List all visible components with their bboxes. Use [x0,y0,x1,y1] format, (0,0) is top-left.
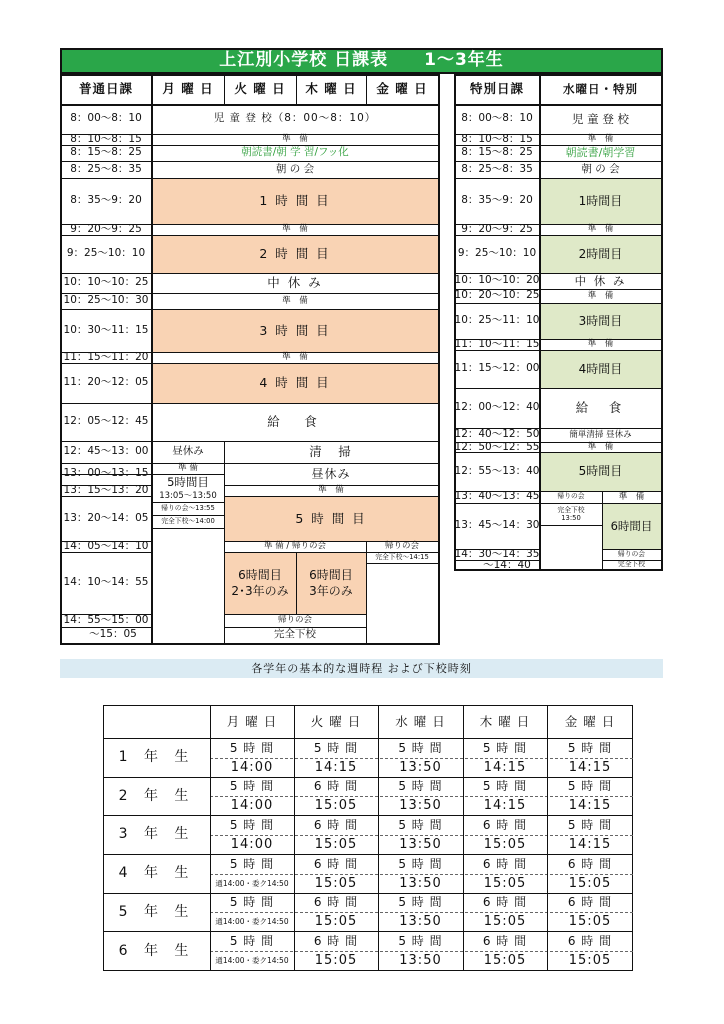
grade-periods: 5 時 間 [229,895,275,910]
time-slot: 8：25～8：35 [70,162,142,175]
grade-dismissal-time: 14:15 [483,797,527,813]
grade-periods: 5 時 間 [567,817,613,832]
time-slot: 8：15～8：25 [70,146,142,159]
grade-dismissal-time: 14:15 [314,759,358,775]
prep-cell: 準 備 [282,134,308,145]
kanzen-final-cell: 完全下校 [274,628,316,641]
grade-periods: 5 時 間 [398,856,443,871]
friday-kanzen-cell: 完全下校～14:15 [375,552,429,561]
header-monday: 月 曜 日 [162,81,214,97]
special-period-2-cell: 2時間目 [578,246,623,261]
grade-dismissal-time: 15:05 [483,875,527,891]
morning-meeting-cell: 朝 の 会 [275,162,315,175]
grade-periods: 5 時 間 [313,740,359,755]
special-time-slot: 12：55～13：40 [454,464,540,477]
grade-dismissal-time: 14:00 [230,759,274,775]
grade-dismissal-time: 14:15 [568,797,612,813]
time-slot: 8：10～8：15 [70,133,142,145]
grade-label: 1 年 生 [118,749,195,766]
grade-dismissal-time: 14:00 [230,797,274,813]
special-left-kanzen-time: 13:50 [561,514,581,522]
special-right-kanzen-cell: 完全下校 [617,560,646,569]
grade-periods: 5 時 間 [567,740,613,755]
grade-dismissal-time: 13:50 [399,759,442,775]
special-time-slot: 12：00～12：40 [454,401,540,414]
weekly-header-friday: 金 曜 日 [564,713,616,729]
special-time-slot: 8：25～8：35 [461,162,533,175]
grade-dismissal-time: 13:50 [399,836,442,852]
grade-label: 6 年 生 [118,942,195,959]
time-slot: 14：10～14：55 [63,576,149,589]
monday-prep-cell: 準 備 [178,463,198,474]
special-right-prep-cell: 準 備 [618,491,645,502]
monday-period-5-time: 13:05～13:50 [159,490,217,501]
time-slot: 13：20～14：05 [63,511,149,524]
grade-periods: 6 時 間 [313,817,359,832]
weekly-table [103,705,633,971]
grade-dismissal-time: 15:05 [314,913,358,929]
time-slot: 11：15～11：20 [63,351,149,363]
time-slot: 13：15～13：20 [63,484,149,496]
grade-dismissal-time: 14:15 [568,836,612,852]
special-prep-cell: 準 備 [587,339,614,350]
grade-periods: 6 時 間 [313,933,359,948]
grade-dismissal-time: 15:05 [568,875,612,891]
grade-dismissal-time: 13:50 [399,797,442,813]
arrival-cell: 児 童 登 校（8：00～8：10） [213,112,377,125]
grade-periods: 6 時 間 [313,895,359,910]
grade-periods: 6 時 間 [313,856,359,871]
grade-periods: 6 時 間 [482,817,528,832]
special-time-slot: 10：25～11：10 [454,314,540,327]
time-slot: 14：05～14：10 [63,540,149,552]
weekly-header-thursday: 木 曜 日 [479,713,531,729]
time-slot: 10：10～10：25 [63,276,149,289]
time-slot: 13：00～13：15 [63,467,149,480]
weekly-banner-text: 各学年の基本的な週時程 および下校時刻 [251,661,472,675]
grade-periods: 5 時 間 [398,779,443,794]
grade-dismissal-time: 通14:00・委ク14:50 [215,956,289,966]
thursday-period-6-label: 6時間目 [309,567,353,582]
time-slot: 10：25～10：30 [63,294,149,307]
special-time-slot: 11：15～12：00 [454,362,540,375]
special-time-slot: 12：40～12：50 [454,428,540,441]
special-lunch-cell: 給 食 [575,400,626,416]
special-period-3-cell: 3時間目 [578,313,623,328]
special-schedule-table [454,74,663,571]
grade-label: 4 年 生 [118,865,195,882]
special-time-slot: 10：20～10：25 [454,289,540,302]
weekly-banner [60,659,663,678]
grade-dismissal-time: 13:50 [399,875,442,891]
special-period-1-cell: 1時間目 [578,193,623,208]
normal-schedule-table [60,74,440,645]
grade-periods: 6 時 間 [567,856,613,871]
grade-periods: 5 時 間 [398,817,443,832]
monday-lunch-break-cell: 昼休み [172,445,204,458]
special-prep-cell: 準 備 [587,134,614,145]
grade-periods: 5 時 間 [398,895,443,910]
grade-periods: 6 時 間 [567,933,613,948]
prep-kaeri-cell: 準 備 / 帰りの会 [264,541,326,552]
friday-kaeri-cell: 帰りの会 [384,541,419,552]
grade-dismissal-time: 15:05 [314,875,358,891]
special-prep-cell: 準 備 [587,441,614,452]
grade-dismissal-time: 15:05 [483,953,527,969]
special-prep-cell: 準 備 [587,290,614,301]
grade-dismissal-time: 15:05 [568,913,612,929]
grade-dismissal-time: 15:05 [314,797,358,813]
period-2-cell: 2 時 間 目 [259,246,331,262]
time-slot: 8：00～8：10 [70,112,142,125]
grade-periods: 6 時 間 [567,895,613,910]
grade-dismissal-time: 通14:00・委ク14:50 [215,916,289,926]
title-bar [60,48,663,74]
kaeri-final-cell: 帰りの会 [277,615,312,626]
grade-periods: 5 時 間 [398,933,443,948]
grade-dismissal-time: 15:05 [483,836,527,852]
special-morning-meeting-cell: 朝 の 会 [581,162,620,175]
grade-periods: 5 時 間 [567,779,613,794]
time-slot: 12：45～13：00 [63,445,149,458]
time-slot: ～15：05 [89,628,137,641]
prep-cell: 準 備 [318,485,344,496]
grade-periods: 5 時 間 [482,779,528,794]
grade-periods: 5 時 間 [482,740,528,755]
grade-dismissal-time: 13:50 [399,953,442,969]
lunch-cell: 給 食 [267,414,323,430]
special-time-slot: 9：25～10：10 [457,247,537,260]
grade-dismissal-time: 15:05 [568,953,612,969]
prep-cell: 準 備 [282,224,308,235]
time-slot: 10：30～11：15 [63,323,149,336]
tuesday-period-6-note: 2･3年のみ [231,584,289,598]
grade-label: 2 年 生 [118,787,195,804]
grade-dismissal-time: 通14:00・委ク14:50 [215,878,289,888]
thursday-period-6-note: 3年のみ [309,584,353,598]
grade-periods: 5 時 間 [398,740,443,755]
grade-periods: 5 時 間 [229,817,275,832]
period-3-cell: 3 時 間 目 [259,322,331,338]
header-thursday: 木 曜 日 [305,81,357,97]
grade-periods: 5 時 間 [229,856,275,871]
special-time-slot: 13：45～14：30 [454,519,540,532]
special-time-slot: 8：35～9：20 [461,194,533,207]
grade-periods: 6 時 間 [482,895,528,910]
grade-periods: 5 時 間 [229,779,275,794]
grade-periods: 5 時 間 [229,740,275,755]
grade-dismissal-time: 13:50 [399,913,442,929]
grade-periods: 5 時 間 [229,933,275,948]
special-time-slot: 11：10～11：15 [454,338,540,350]
special-arrival-cell: 児 童 登 校 [572,111,629,126]
special-reading-cell: 朝読書/朝学習 [565,146,636,160]
special-time-slot: ～14：40 [483,558,531,571]
grade-dismissal-time: 15:05 [483,913,527,929]
special-time-slot: 13：40～13：45 [454,490,540,503]
prep-cell: 準 備 [282,295,308,306]
monday-kanzen-cell: 完全下校～14:00 [161,516,215,525]
grade-periods: 6 時 間 [482,933,528,948]
prep-cell: 準 備 [282,352,308,363]
page-title: 上江別小学校 日課表 1～3年生 [219,50,504,71]
header-normal-schedule: 普通日課 [78,81,133,97]
morning-reading-cell: 朝読書/朝 学 習/フッ化 [241,146,349,159]
special-time-slot: 12：50～12：55 [454,440,540,453]
special-left-kaeri-cell: 帰りの会 [557,492,585,501]
special-right-kaeri-cell: 帰りの会 [617,549,646,558]
header-wednesday-special: 水曜日・特別 [563,81,638,96]
period-1-cell: 1 時 間 目 [259,193,331,209]
monday-period-5-cell: 5時間目 [167,474,209,489]
grade-dismissal-time: 15:05 [314,836,358,852]
header-tuesday: 火 曜 日 [234,81,286,97]
cleaning-cell: 清 掃 [309,444,353,460]
grade-dismissal-time: 14:15 [483,759,527,775]
time-slot: 11：20～12：05 [63,376,149,389]
header-special-schedule: 特別日課 [469,81,524,97]
time-slot: 9：20～9：25 [70,223,142,235]
weekly-header-tuesday: 火 曜 日 [310,713,362,729]
time-slot: 12：05～12：45 [63,415,149,428]
special-mid-break-cell: 中 休 み [574,273,627,288]
time-slot: 8：35～9：20 [70,194,142,207]
time-slot: 14：55～15：00 [63,613,149,626]
special-period-4-cell: 4時間目 [578,361,623,376]
period-4-cell: 4 時 間 目 [259,375,331,391]
special-time-slot: 8：10～8：15 [461,133,533,145]
time-slot: 9：25～10：10 [66,247,146,260]
grade-dismissal-time: 14:15 [568,759,612,775]
grade-periods: 6 時 間 [482,856,528,871]
grade-dismissal-time: 15:05 [314,953,358,969]
header-friday: 金 曜 日 [376,81,428,97]
special-prep-cell: 準 備 [587,224,614,235]
lunch-break-cell: 昼休み [311,466,351,481]
weekly-header-wednesday: 水 曜 日 [395,713,446,729]
weekly-header-monday: 月 曜 日 [226,713,278,729]
special-period-6-cell: 6時間目 [610,518,653,533]
special-time-slot: 8：00～8：10 [461,112,533,125]
monday-kaeri-cell: 帰りの会～13:55 [161,503,215,512]
special-time-slot: 10：10～10：20 [454,274,540,287]
tuesday-period-6-label: 6時間目 [238,567,282,582]
special-time-slot: 9：20～9：25 [461,223,533,235]
special-left-kanzen-label: 完全下校 [557,505,585,514]
special-period-5-cell: 5時間目 [578,464,623,479]
special-cleaning-cell: 簡単清掃 昼休み [569,429,632,440]
grade-periods: 6 時 間 [313,779,359,794]
grade-label: 5 年 生 [118,903,195,920]
special-time-slot: 8：15～8：25 [461,146,533,159]
special-time-slot: 14：30～14：35 [454,548,540,560]
grade-label: 3 年 生 [118,826,195,843]
mid-break-cell: 中 休 み [267,275,323,291]
grade-dismissal-time: 14:00 [230,836,274,852]
period-5-cell: 5 時 間 目 [295,510,367,526]
